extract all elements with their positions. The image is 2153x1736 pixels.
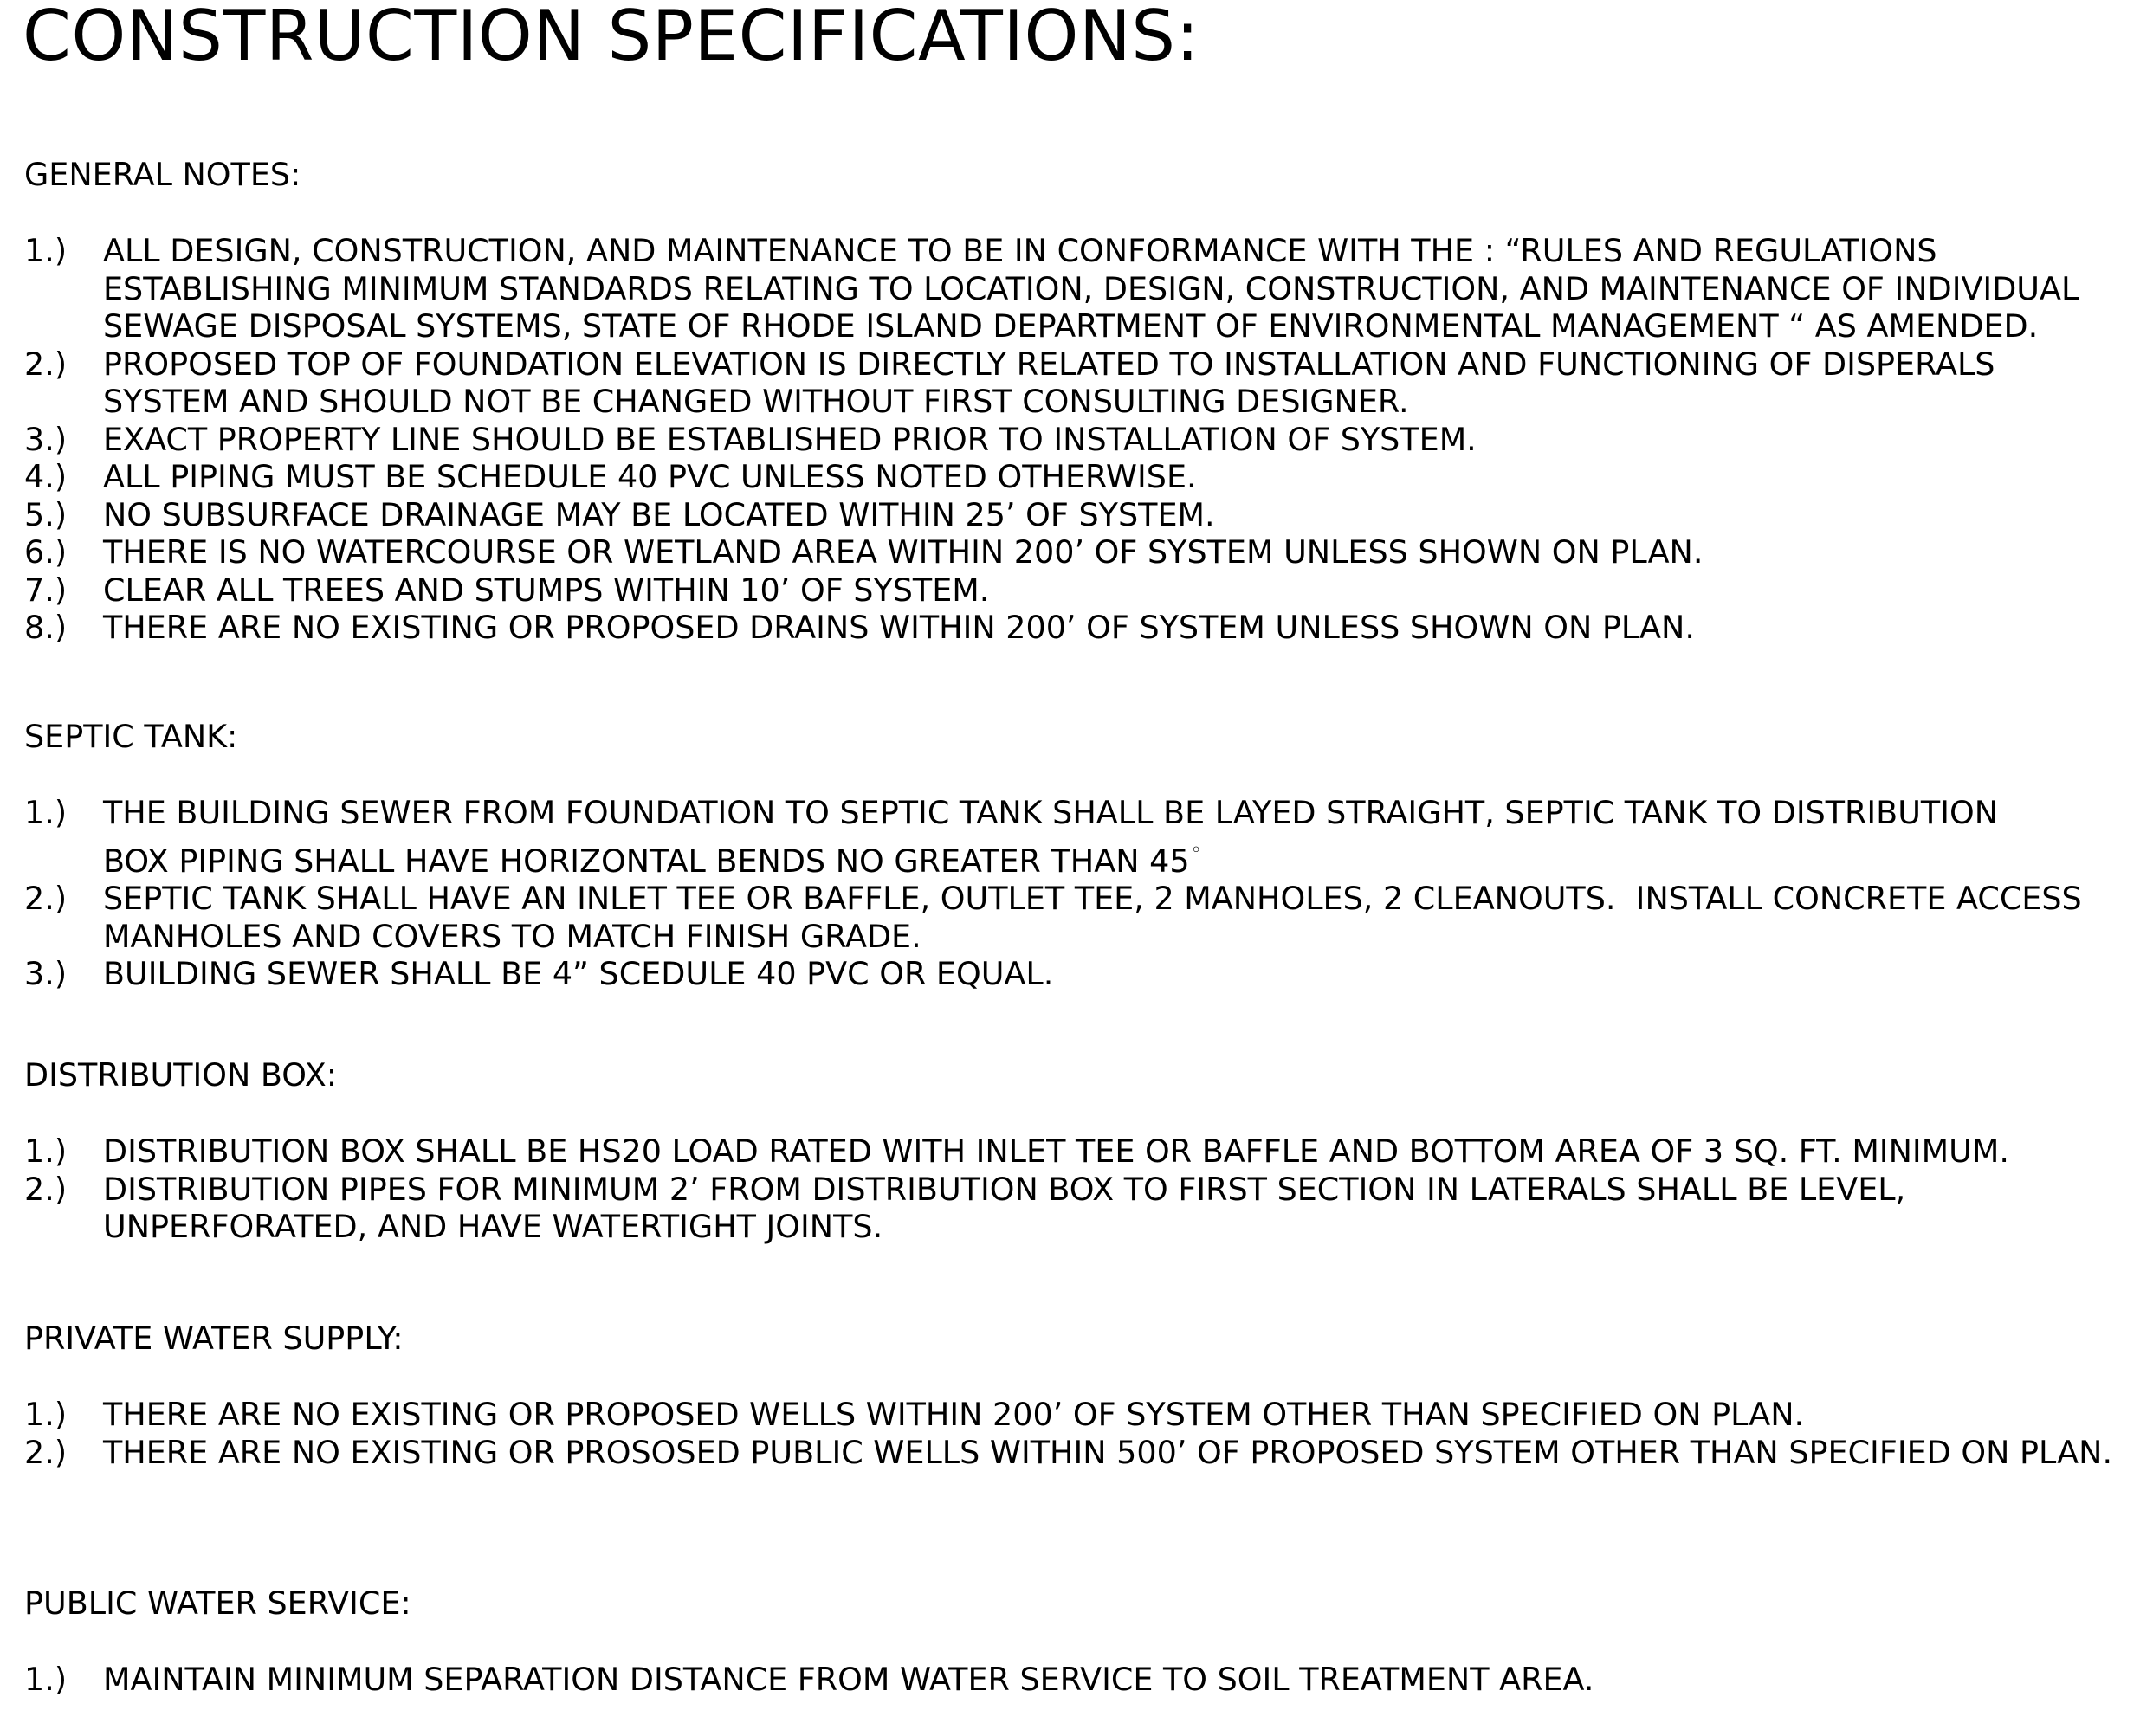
note-text-line: BOX PIPING SHALL HAVE HORIZONTAL BENDS NO GREATER THAN 45◦ (103, 839, 1202, 880)
septic-note-1 (24, 794, 2082, 880)
note-number: 1.) (24, 1133, 68, 1170)
note-number: 8.) (24, 609, 68, 646)
private-water-note-1 (24, 1396, 2112, 1434)
page-title: CONSTRUCTION SPECIFICATIONS: (23, 0, 1200, 76)
note-text-line: THERE IS NO WATERCOURSE OR WETLAND AREA WITHIN 200’ OF SYSTEM UNLESS SHOWN ON PLAN. (103, 533, 1704, 571)
general-note-7 (24, 571, 2079, 610)
note-number: 6.) (24, 533, 68, 571)
private-water-supply-heading: PRIVATE WATER SUPPLY: (24, 1320, 404, 1357)
note-number: 2.) (24, 1433, 68, 1471)
septic-note-3 (24, 955, 2082, 993)
note-text-line: CLEAR ALL TREES AND STUMPS WITHIN 10’ OF SYSTEM. (103, 571, 990, 609)
general-note-2 (24, 345, 2079, 421)
note-text-line: MANHOLES AND COVERS TO MATCH FINISH GRADE. (103, 917, 921, 955)
note-number: 2.) (24, 345, 68, 383)
note-text-line: MAINTAIN MINIMUM SEPARATION DISTANCE FROM WATER SERVICE TO SOIL TREATMENT AREA. (103, 1661, 1594, 1698)
note-text-line: SYSTEM AND SHOULD NOT BE CHANGED WITHOUT FIRST CONSULTING DESIGNER. (103, 383, 1409, 420)
note-number: 1.) (24, 794, 68, 831)
note-text-line: THERE ARE NO EXISTING OR PROPOSED WELLS WITHIN 200’ OF SYSTEM OTHER THAN SPECIFIED ON PLAN. (103, 1396, 1805, 1433)
note-text-line: SEWAGE DISPOSAL SYSTEMS, STATE OF RHODE ISLAND DEPARTMENT OF ENVIRONMENTAL MANAGEMENT “ AS AMENDED. (103, 307, 2039, 345)
note-text-line: THERE ARE NO EXISTING OR PROSOSED PUBLIC WELLS WITHIN 500’ OF PROPOSED SYSTEM OTHER THAN SPECIFIED ON PLAN. (103, 1433, 2113, 1471)
note-number: 1.) (24, 1396, 68, 1433)
note-number: 4.) (24, 458, 68, 495)
note-text-line: NO SUBSURFACE DRAINAGE MAY BE LOCATED WITHIN 25’ OF SYSTEM. (103, 495, 1215, 533)
note-number: 1.) (24, 1661, 68, 1698)
note-text-line: UNPERFORATED, AND HAVE WATERTIGHT JOINTS. (103, 1208, 883, 1245)
private-water-note-2 (24, 1434, 2112, 1472)
note-text-line: DISTRIBUTION PIPES FOR MINIMUM 2’ FROM DISTRIBUTION BOX TO FIRST SECTION IN LATERALS SHALL BE LEVEL, (103, 1170, 1906, 1208)
note-text-line: ALL PIPING MUST BE SCHEDULE 40 PVC UNLESS NOTED OTHERWISE. (103, 458, 1197, 495)
general-note-4 (24, 458, 2079, 496)
general-notes-heading: GENERAL NOTES: (24, 156, 301, 193)
distribution-box-heading: DISTRIBUTION BOX: (24, 1056, 338, 1094)
note-number: 2.) (24, 1170, 68, 1208)
note-text-line: SEPTIC TANK SHALL HAVE AN INLET TEE OR BAFFLE, OUTLET TEE, 2 MANHOLES, 2 CLEANOUTS. INSTALL CONCRETE ACCESS (103, 880, 2082, 917)
distribution-note-1 (24, 1133, 2009, 1171)
note-text-line: ALL DESIGN, CONSTRUCTION, AND MAINTENANCE TO BE IN CONFORMANCE WITH THE : “RULES AND REGULATIONS (103, 232, 1937, 269)
note-number: 5.) (24, 495, 68, 533)
public-water-note-1 (24, 1661, 1594, 1699)
general-note-8 (24, 609, 2079, 647)
degree-mark: ◦ (1190, 839, 1202, 862)
septic-note-2 (24, 880, 2082, 955)
general-note-3 (24, 421, 2079, 459)
general-note-5 (24, 496, 2079, 534)
note-text-line: PROPOSED TOP OF FOUNDATION ELEVATION IS DIRECTLY RELATED TO INSTALLATION AND FUNCTIONING OF DISPERALS (103, 345, 1995, 383)
note-number: 7.) (24, 571, 68, 609)
note-text-line: DISTRIBUTION BOX SHALL BE HS20 LOAD RATED WITH INLET TEE OR BAFFLE AND BOTTOM AREA OF 3 SQ. FT. MINIMUM. (103, 1133, 2009, 1170)
note-number: 1.) (24, 232, 68, 269)
distribution-note-2 (24, 1171, 2009, 1246)
note-text-line: ESTABLISHING MINIMUM STANDARDS RELATING TO LOCATION, DESIGN, CONSTRUCTION, AND MAINTENANCE OF INDIVIDUAL (103, 269, 2079, 307)
general-note-6 (24, 533, 2079, 571)
distribution-box-list (24, 1133, 2009, 1246)
general-notes-list (24, 232, 2079, 647)
public-water-service-list (24, 1661, 1594, 1699)
note-text-line: BUILDING SEWER SHALL BE 4” SCEDULE 40 PVC OR EQUAL. (103, 955, 1054, 992)
note-number: 2.) (24, 880, 68, 917)
note-text-line: THE BUILDING SEWER FROM FOUNDATION TO SEPTIC TANK SHALL BE LAYED STRAIGHT, SEPTIC TANK TO DISTRIBUTION (103, 794, 1999, 831)
note-number: 3.) (24, 955, 68, 992)
note-text-line: EXACT PROPERTY LINE SHOULD BE ESTABLISHED PRIOR TO INSTALLATION OF SYSTEM. (103, 420, 1477, 458)
septic-tank-heading: SEPTIC TANK: (24, 718, 238, 755)
private-water-supply-list (24, 1396, 2112, 1471)
septic-tank-list (24, 794, 2082, 993)
general-note-1 (24, 232, 2079, 345)
note-number: 3.) (24, 420, 68, 458)
note-text-line: THERE ARE NO EXISTING OR PROPOSED DRAINS WITHIN 200’ OF SYSTEM UNLESS SHOWN ON PLAN. (103, 609, 1695, 646)
public-water-service-heading: PUBLIC WATER SERVICE: (24, 1584, 411, 1622)
